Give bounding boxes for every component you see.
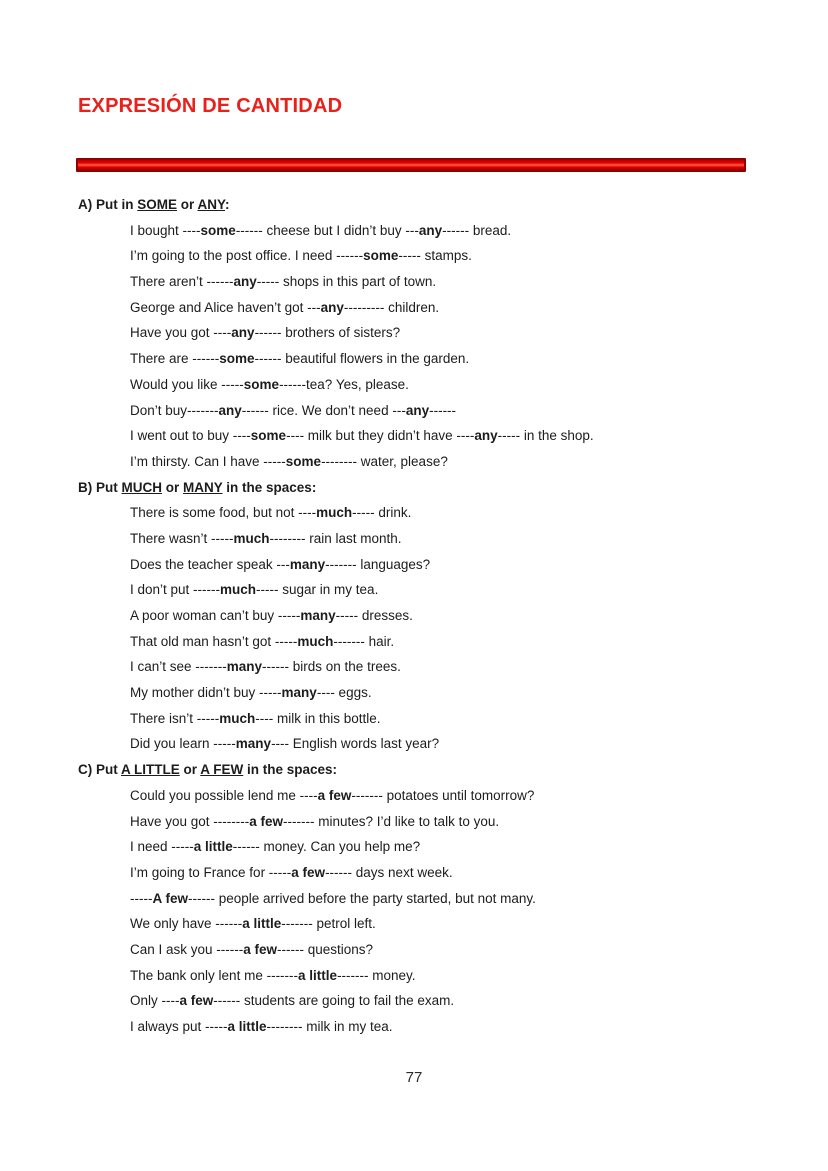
exercise-sentence bbox=[0, 269, 828, 295]
red-divider-bar bbox=[76, 158, 746, 172]
exercise-sentence bbox=[0, 886, 828, 912]
text-segment: -------- milk in my tea. bbox=[266, 1019, 393, 1034]
answer-keyword: MANY bbox=[183, 479, 223, 495]
exercise-sentence bbox=[0, 731, 828, 757]
exercise-sentence bbox=[0, 449, 828, 475]
text-segment: That old man hasn’t got ----- bbox=[130, 633, 298, 649]
text-segment: The bank only lent me ------- bbox=[130, 967, 299, 983]
exercise-section-c bbox=[0, 757, 828, 1040]
text-segment: ------- potatoes until tomorrow? bbox=[351, 787, 535, 803]
answer-keyword: many bbox=[226, 659, 263, 675]
text-segment: Only ---- bbox=[130, 993, 180, 1009]
exercise-sentence bbox=[0, 552, 828, 578]
answer-keyword: much bbox=[233, 530, 270, 546]
answer-keyword: many bbox=[300, 608, 336, 623]
text-segment: Did you learn ----- bbox=[130, 736, 236, 752]
text-segment: We only have ------ bbox=[130, 916, 243, 932]
text-segment: I’m thirsty. Can I have ----- bbox=[130, 453, 286, 469]
section-header bbox=[0, 757, 828, 783]
text-segment: or bbox=[179, 762, 201, 778]
answer-keyword: some bbox=[285, 453, 322, 469]
exercise-sentence bbox=[0, 1014, 828, 1040]
answer-keyword: much bbox=[219, 710, 256, 726]
text-segment: ----- dresses. bbox=[335, 608, 413, 623]
text-segment: ------ days next week. bbox=[325, 864, 453, 880]
exercise-sentence bbox=[0, 423, 828, 449]
exercise-sentence bbox=[0, 243, 828, 269]
exercise-sentence bbox=[0, 834, 828, 860]
exercise-sentence bbox=[0, 320, 828, 346]
page-title: EXPRESIÓN DE CANTIDAD bbox=[78, 95, 343, 117]
section-header bbox=[0, 475, 828, 501]
text-segment: I always put ----- bbox=[130, 1019, 228, 1034]
answer-keyword: A LITTLE bbox=[121, 762, 180, 778]
text-segment: Don’t buy------- bbox=[130, 402, 219, 418]
exercise-sentence bbox=[0, 809, 828, 835]
exercise-sentence bbox=[0, 372, 828, 398]
answer-keyword: any bbox=[474, 428, 498, 444]
text-segment: ------ birds on the trees. bbox=[262, 659, 401, 675]
text-segment: ------ students are going to fail the exam. bbox=[213, 993, 455, 1009]
text-segment: ------ beautiful flowers in the garden. bbox=[254, 351, 470, 367]
text-segment: ------ rice. We don’t need --- bbox=[241, 402, 406, 418]
text-segment: ------- hair. bbox=[333, 633, 395, 649]
exercise-sentence bbox=[0, 346, 828, 372]
text-segment: George and Alice haven’t got --- bbox=[130, 299, 321, 315]
text-segment: Have you got -------- bbox=[130, 813, 250, 829]
exercise-sentence bbox=[0, 860, 828, 886]
text-segment: ------ cheese but I didn’t buy --- bbox=[235, 222, 419, 238]
answer-keyword: a few bbox=[243, 941, 278, 957]
answer-keyword: any bbox=[418, 222, 443, 238]
text-segment: ------- money. bbox=[337, 967, 416, 983]
exercise-sentence bbox=[0, 963, 828, 989]
text-segment: Does the teacher speak --- bbox=[130, 556, 290, 572]
text-segment: I need ----- bbox=[130, 839, 194, 855]
exercise-sentence bbox=[0, 295, 828, 321]
text-segment: ------- petrol left. bbox=[281, 916, 376, 932]
text-segment: Can I ask you ------ bbox=[130, 941, 244, 957]
page-number: 77 bbox=[405, 1069, 423, 1086]
text-segment: I can’t see ------- bbox=[130, 659, 227, 675]
answer-keyword: any bbox=[405, 402, 430, 418]
text-segment: There is some food, but not ---- bbox=[130, 505, 317, 521]
answer-keyword: any bbox=[218, 402, 242, 418]
exercise-sentence bbox=[0, 911, 828, 937]
answer-keyword: a few bbox=[179, 993, 214, 1009]
exercise-sentence bbox=[0, 706, 828, 732]
answer-keyword: many bbox=[281, 685, 317, 701]
exercise-sentence bbox=[0, 398, 828, 424]
answer-keyword: some bbox=[219, 351, 255, 367]
text-segment: There are ------ bbox=[130, 351, 220, 367]
text-segment: I’m going to France for ----- bbox=[130, 864, 292, 880]
answer-keyword: a few bbox=[317, 787, 352, 803]
exercise-sentence bbox=[0, 937, 828, 963]
text-segment: or bbox=[177, 197, 198, 212]
exercise-sentence bbox=[0, 680, 828, 706]
answer-keyword: a few bbox=[291, 864, 326, 880]
exercise-sentence bbox=[0, 577, 828, 603]
text-segment: Would you like ----- bbox=[130, 376, 244, 392]
text-segment: --------- children. bbox=[343, 299, 440, 315]
answer-keyword: much bbox=[297, 633, 334, 649]
text-segment: ------tea? Yes, please. bbox=[279, 376, 409, 392]
text-segment: My mother didn’t buy ----- bbox=[130, 685, 282, 701]
text-segment: in the spaces: bbox=[243, 762, 338, 778]
answer-keyword: A FEW bbox=[200, 762, 244, 778]
text-segment: ------- languages? bbox=[325, 556, 431, 572]
text-segment: ------ brothers of sisters? bbox=[254, 325, 401, 341]
exercise-sections-container bbox=[0, 192, 828, 1040]
text-segment: There isn’t ----- bbox=[130, 710, 220, 726]
text-segment: C) Put bbox=[78, 762, 121, 778]
text-segment: A poor woman can’t buy ----- bbox=[130, 608, 301, 623]
answer-keyword: a little bbox=[193, 839, 233, 855]
text-segment: ----- sugar in my tea. bbox=[256, 582, 379, 598]
text-segment: ------ bread. bbox=[442, 222, 512, 238]
text-segment: I bought ---- bbox=[130, 222, 201, 238]
exercise-sentence bbox=[0, 603, 828, 629]
text-segment: ----- stamps. bbox=[398, 248, 472, 264]
answer-keyword: a few bbox=[249, 813, 284, 829]
answer-keyword: some bbox=[200, 222, 236, 238]
exercise-section-b bbox=[0, 475, 828, 758]
section-header bbox=[0, 192, 828, 218]
text-segment: I don’t put ------ bbox=[130, 582, 221, 598]
exercise-sentence bbox=[0, 654, 828, 680]
text-segment: ------ people arrived before the party started, but not many. bbox=[188, 890, 536, 906]
answer-keyword: many bbox=[235, 736, 272, 752]
text-segment: Have you got ---- bbox=[130, 325, 232, 341]
answer-keyword: any bbox=[231, 325, 255, 341]
answer-keyword: a little bbox=[242, 916, 282, 932]
exercise-sentence bbox=[0, 218, 828, 244]
text-segment: -------- water, please? bbox=[321, 453, 448, 469]
answer-keyword: some bbox=[250, 428, 287, 444]
answer-keyword: a little bbox=[227, 1019, 267, 1034]
text-segment: I’m going to the post office. I need ------ bbox=[130, 248, 364, 264]
exercise-sentence bbox=[0, 526, 828, 552]
answer-keyword: a little bbox=[298, 967, 338, 983]
text-segment: I went out to buy ---- bbox=[130, 428, 251, 444]
text-segment: ------ bbox=[429, 402, 457, 418]
text-segment: ---- milk in this bottle. bbox=[255, 710, 381, 726]
text-segment: ---- English words last year? bbox=[271, 736, 440, 752]
exercise-sentence bbox=[0, 783, 828, 809]
text-segment: There wasn’t ----- bbox=[130, 530, 234, 546]
answer-keyword: many bbox=[289, 556, 326, 572]
text-segment: -------- rain last month. bbox=[269, 530, 402, 546]
exercise-sentence bbox=[0, 500, 828, 526]
text-segment: Could you possible lend me ---- bbox=[130, 787, 318, 803]
exercise-sentence bbox=[0, 629, 828, 655]
answer-keyword: some bbox=[363, 248, 399, 264]
answer-keyword: SOME bbox=[137, 197, 178, 212]
text-segment: B) Put bbox=[78, 479, 122, 495]
answer-keyword: any bbox=[320, 299, 344, 315]
answer-keyword: much bbox=[220, 582, 257, 598]
text-segment: ---- eggs. bbox=[316, 685, 372, 701]
text-segment: or bbox=[162, 479, 184, 495]
text-segment: : bbox=[225, 197, 230, 212]
answer-keyword: much bbox=[316, 505, 353, 521]
text-segment: ------ questions? bbox=[277, 941, 374, 957]
answer-keyword: any bbox=[233, 274, 257, 290]
text-segment: ----- shops in this part of town. bbox=[256, 274, 437, 290]
text-segment: ------ money. Can you help me? bbox=[232, 839, 421, 855]
answer-keyword: some bbox=[243, 376, 280, 392]
answer-keyword: MUCH bbox=[121, 479, 162, 495]
exercise-section-a bbox=[0, 192, 828, 475]
answer-keyword: ANY bbox=[197, 197, 226, 212]
text-segment: ------- minutes? I’d like to talk to you. bbox=[283, 813, 500, 829]
text-segment: ----- bbox=[130, 890, 153, 906]
text-segment: in the spaces: bbox=[222, 479, 317, 495]
text-segment: There aren’t ------ bbox=[130, 274, 234, 290]
text-segment: ----- in the shop. bbox=[497, 428, 594, 444]
answer-keyword: A few bbox=[152, 890, 188, 906]
text-segment: ----- drink. bbox=[352, 505, 412, 521]
text-segment: A) Put in bbox=[78, 197, 138, 212]
text-segment: ---- milk but they didn’t have ---- bbox=[286, 428, 475, 444]
exercise-sentence bbox=[0, 988, 828, 1014]
